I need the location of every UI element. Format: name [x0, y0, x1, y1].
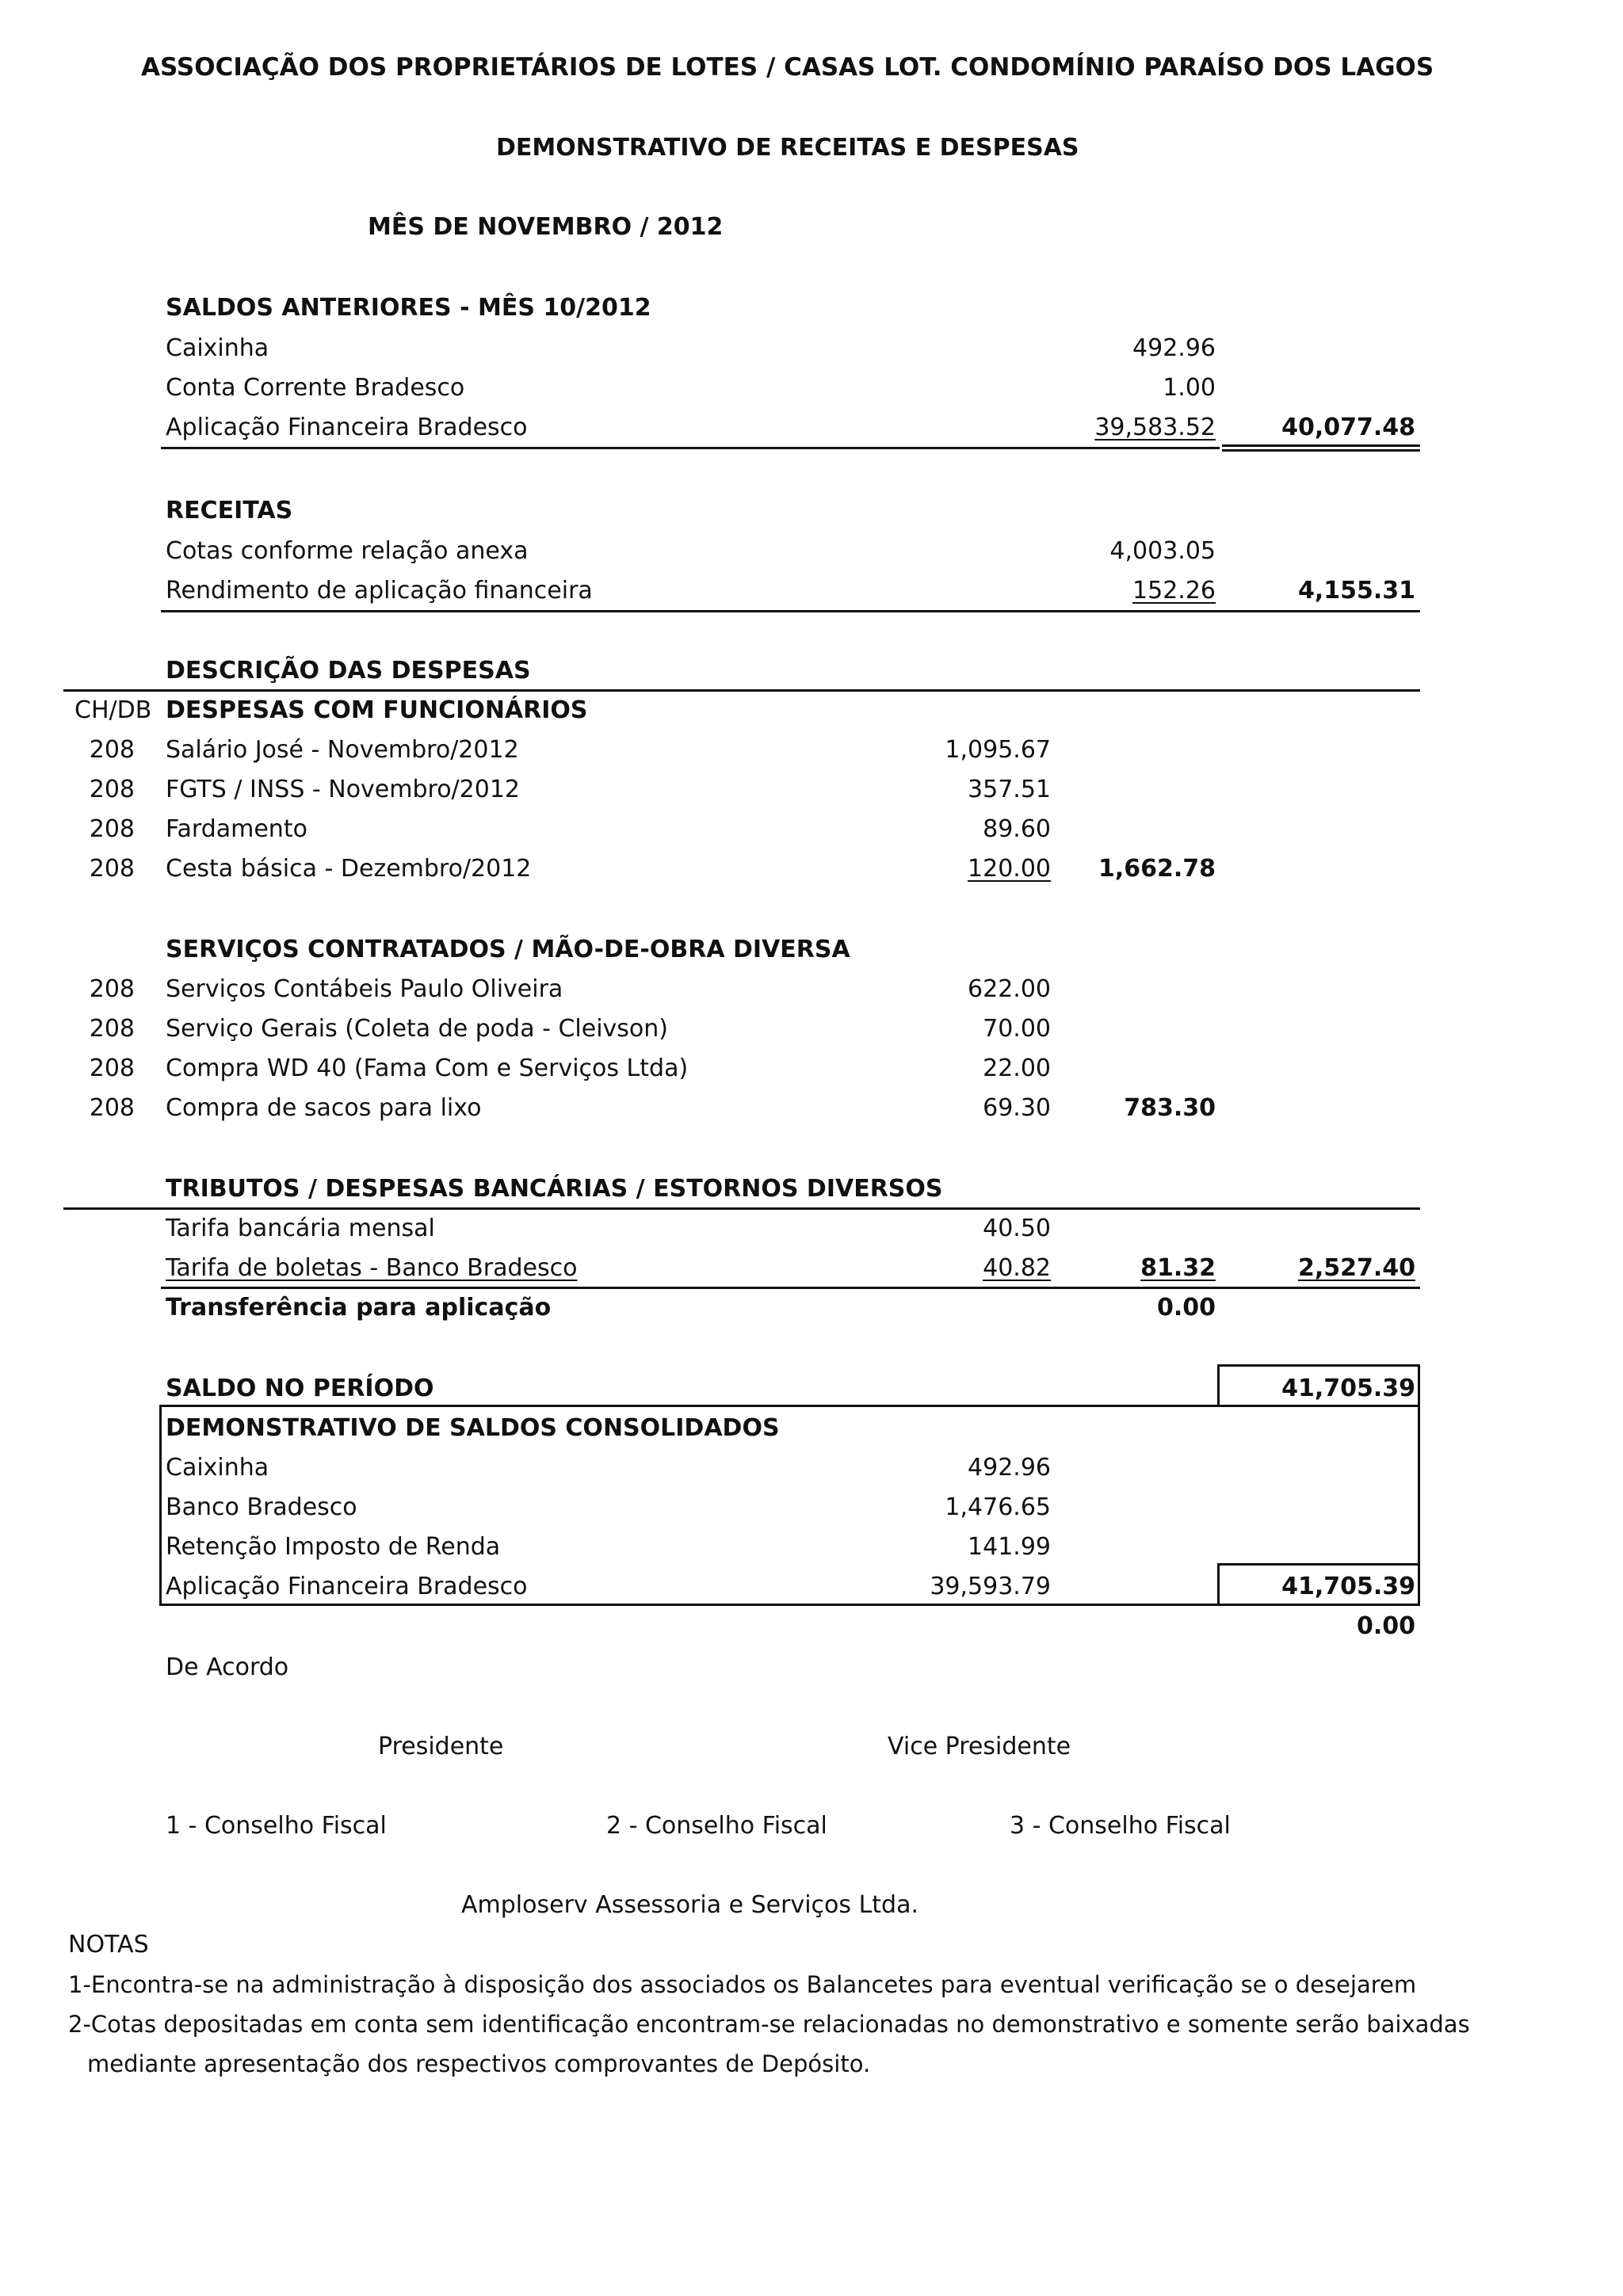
- saldo-anterior-value: 492.96: [1132, 334, 1216, 362]
- ch-number: 208: [89, 776, 135, 803]
- note-1: 1-Encontra-se na administração à disposição dos associados os Balancetes para eventual verificação se o desejarem: [68, 1971, 1417, 1998]
- consolidados-heading: DEMONSTRATIVO DE SALDOS CONSOLIDADOS: [166, 1414, 780, 1442]
- consolidado-label: Banco Bradesco: [166, 1493, 357, 1521]
- consolidado-label: Caixinha: [166, 1454, 269, 1482]
- receitas-total: 4,155.31: [1297, 577, 1415, 605]
- despesas-heading: DESCRIÇÃO DAS DESPESAS: [166, 657, 531, 685]
- saldo-periodo-label: SALDO NO PERÍODO: [166, 1375, 434, 1402]
- ch-number: 208: [89, 815, 135, 843]
- despesa-value: 22.00: [983, 1055, 1051, 1082]
- funcionarios-subtotal: 1,662.78: [1098, 855, 1216, 883]
- despesa-value: 40.82: [983, 1254, 1051, 1282]
- despesa-label: Compra de sacos para lixo: [166, 1094, 482, 1122]
- despesa-label: Compra WD 40 (Fama Com e Serviços Ltda): [166, 1055, 689, 1082]
- ch-db-column-label: CH/DB: [74, 696, 152, 724]
- tributos-heading: TRIBUTOS / DESPESAS BANCÁRIAS / ESTORNOS DIVERSOS: [166, 1175, 943, 1203]
- consolidado-label: Aplicação Financeira Bradesco: [166, 1573, 528, 1600]
- despesa-label: FGTS / INSS - Novembro/2012: [166, 776, 521, 803]
- despesa-value: 89.60: [983, 815, 1051, 843]
- saldos-anteriores-total: 40,077.48: [1281, 414, 1415, 441]
- receita-label: Cotas conforme relação anexa: [166, 537, 529, 565]
- despesas-total: 2,527.40: [1297, 1254, 1415, 1282]
- divider: [63, 1207, 1420, 1210]
- despesa-value: 70.00: [983, 1015, 1051, 1043]
- saldo-anterior-label: Conta Corrente Bradesco: [166, 374, 465, 402]
- despesa-label: Serviço Gerais (Coleta de poda - Cleivson): [166, 1015, 668, 1043]
- association-title: ASSOCIAÇÃO DOS PROPRIETÁRIOS DE LOTES / CASAS LOT. CONDOMÍNIO PARAÍSO DOS LAGOS: [141, 53, 1434, 82]
- note-2-continuation: mediante apresentação dos respectivos comprovantes de Depósito.: [87, 2050, 871, 2077]
- transferencia-label: Transferência para aplicação: [166, 1294, 552, 1322]
- divider: [161, 610, 1420, 612]
- presidente-signature: Presidente: [378, 1733, 504, 1760]
- receita-value: 152.26: [1132, 577, 1216, 605]
- receita-value: 4,003.05: [1109, 537, 1216, 565]
- conselho-fiscal-2-signature: 2 - Conselho Fiscal: [606, 1812, 827, 1840]
- ch-number: 208: [89, 1055, 135, 1082]
- consolidado-label: Retenção Imposto de Renda: [166, 1533, 501, 1561]
- ch-number: 208: [89, 855, 135, 883]
- ch-number: 208: [89, 736, 135, 764]
- despesa-label: Tarifa bancária mensal: [166, 1215, 435, 1242]
- despesa-label: Tarifa de boletas - Banco Bradesco: [166, 1254, 578, 1282]
- divider: [161, 447, 1220, 449]
- notes-heading: NOTAS: [68, 1931, 149, 1958]
- transferencia-value: 0.00: [1156, 1294, 1216, 1322]
- saldos-anteriores-heading: SALDOS ANTERIORES - MÊS 10/2012: [166, 294, 651, 322]
- despesa-label: Cesta básica - Dezembro/2012: [166, 855, 532, 883]
- receitas-heading: RECEITAS: [166, 497, 293, 524]
- tributos-subtotal: 81.32: [1140, 1254, 1216, 1282]
- ch-number: 208: [89, 975, 135, 1003]
- consolidado-value: 141.99: [968, 1533, 1051, 1561]
- despesa-value: 1,095.67: [945, 736, 1051, 764]
- document-title: DEMONSTRATIVO DE RECEITAS E DESPESAS: [496, 134, 1079, 162]
- consolidados-total: 41,705.39: [1281, 1573, 1415, 1600]
- saldo-anterior-value: 39,583.52: [1094, 414, 1216, 441]
- vice-presidente-signature: Vice Presidente: [888, 1733, 1071, 1760]
- divider: [161, 1287, 1420, 1289]
- despesa-value: 40.50: [983, 1215, 1051, 1242]
- consolidado-value: 39,593.79: [930, 1573, 1051, 1600]
- despesa-label: Serviços Contábeis Paulo Oliveira: [166, 975, 563, 1003]
- servicos-heading: SERVIÇOS CONTRATADOS / MÃO-DE-OBRA DIVERSA: [166, 936, 850, 963]
- saldo-anterior-value: 1.00: [1163, 374, 1216, 402]
- despesa-value: 357.51: [968, 776, 1051, 803]
- consolidado-value: 492.96: [968, 1454, 1051, 1482]
- period-label: MÊS DE NOVEMBRO / 2012: [368, 213, 724, 241]
- ch-number: 208: [89, 1094, 135, 1122]
- note-2: 2-Cotas depositadas em conta sem identificação encontram-se relacionadas no demonstrativo e somente serão baixadas: [68, 2011, 1470, 2038]
- divider: [63, 689, 1420, 692]
- ch-number: 208: [89, 1015, 135, 1043]
- double-divider: [1222, 444, 1420, 452]
- de-acordo-label: De Acordo: [166, 1653, 289, 1681]
- servicos-subtotal: 783.30: [1124, 1094, 1216, 1122]
- saldo-anterior-label: Aplicação Financeira Bradesco: [166, 414, 528, 441]
- conselho-fiscal-3-signature: 3 - Conselho Fiscal: [1010, 1812, 1231, 1840]
- receita-label: Rendimento de aplicação financeira: [166, 577, 593, 605]
- despesa-value: 120.00: [968, 855, 1051, 883]
- consolidados-difference: 0.00: [1356, 1612, 1415, 1640]
- funcionarios-heading: DESPESAS COM FUNCIONÁRIOS: [166, 696, 588, 724]
- despesa-label: Salário José - Novembro/2012: [166, 736, 519, 764]
- consolidado-value: 1,476.65: [945, 1493, 1051, 1521]
- company-name: Amploserv Assessoria e Serviços Ltda.: [461, 1891, 919, 1919]
- despesa-value: 622.00: [968, 975, 1051, 1003]
- despesa-value: 69.30: [983, 1094, 1051, 1122]
- saldo-periodo-value: 41,705.39: [1281, 1375, 1415, 1402]
- saldo-anterior-label: Caixinha: [166, 334, 269, 362]
- despesa-label: Fardamento: [166, 815, 307, 843]
- conselho-fiscal-1-signature: 1 - Conselho Fiscal: [166, 1812, 387, 1840]
